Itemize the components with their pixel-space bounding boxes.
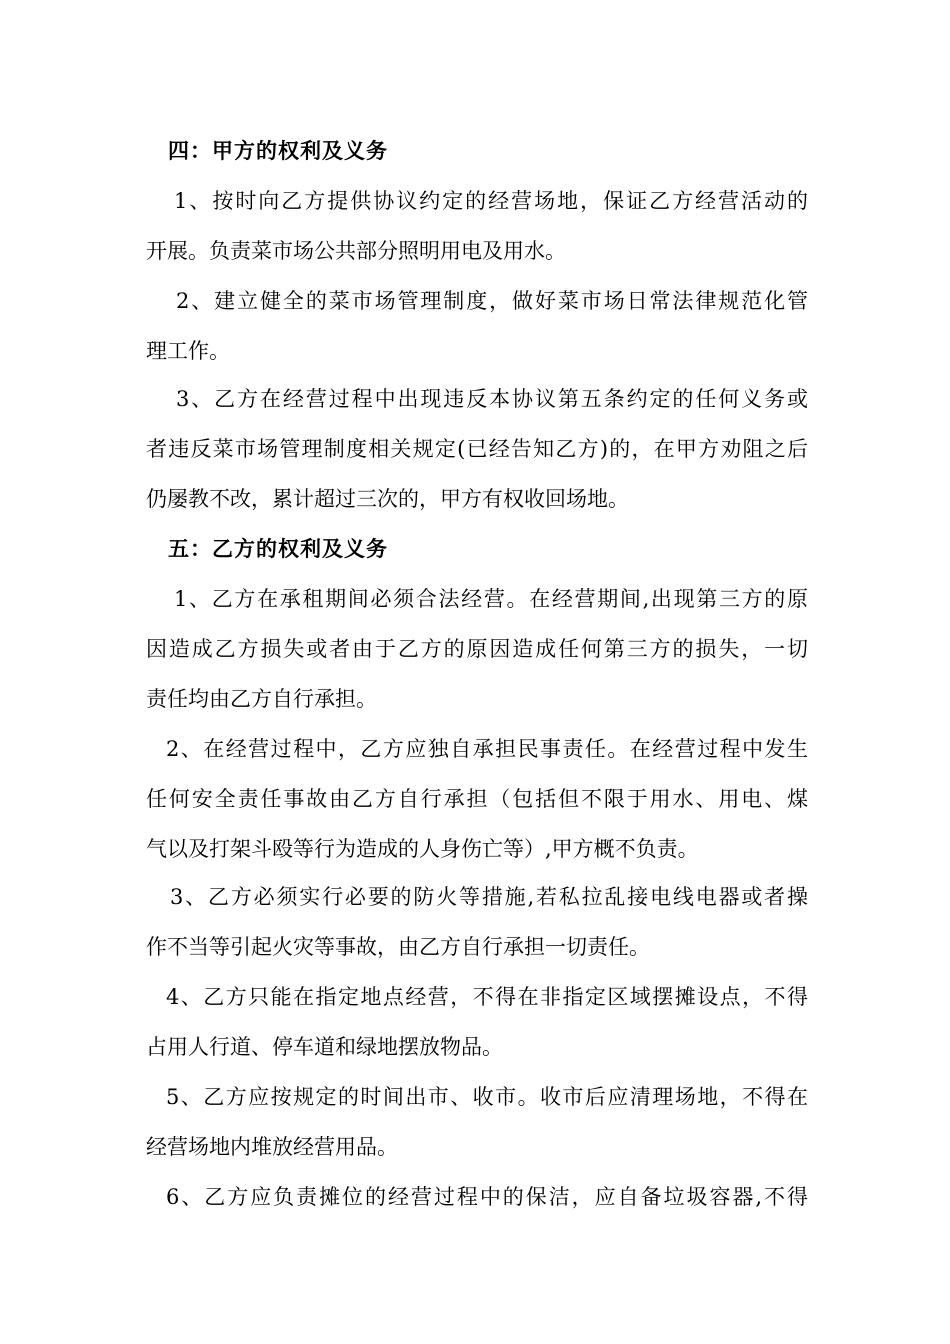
clause-a2-line2: 理工作。 bbox=[146, 339, 230, 363]
clause-a1-line2: 开展。负责菜市场公共部分照明用电及用水。 bbox=[146, 239, 566, 263]
clause-a1-line1: 1、按时向乙方提供协议约定的经营场地，保证乙方经营活动的 bbox=[174, 189, 808, 213]
clause-a3-line2: 者违反菜市场管理制度相关规定(已经告知乙方)的，在甲方劝阻之后 bbox=[146, 437, 808, 461]
clause-b4-line1: 4、乙方只能在指定地点经营，不得在非指定区域摆摊设点，不得 bbox=[166, 985, 808, 1009]
clause-b2-line3: 气以及打架斗殴等行为造成的人身伤亡等）,甲方概不负责。 bbox=[146, 837, 699, 861]
clause-a3-line3: 仍屡教不改，累计超过三次的，甲方有权收回场地。 bbox=[146, 487, 629, 511]
clause-b3-line1: 3、乙方必须实行必要的防火等措施,若私拉乱接电线电器或者操 bbox=[170, 885, 808, 909]
clause-a2-line1: 2、建立健全的菜市场管理制度，做好菜市场日常法律规范化管 bbox=[176, 289, 808, 313]
clause-a3-line1: 3、乙方在经营过程中出现违反本协议第五条约定的任何义务或 bbox=[176, 387, 808, 411]
section-heading-party-b: 五：乙方的权利及义务 bbox=[168, 536, 388, 561]
clause-b1-line2: 因造成乙方损失或者由于乙方的原因造成任何第三方的损失，一切 bbox=[146, 637, 808, 661]
clause-b1-line1: 1、乙方在承租期间必须合法经营。在经营期间,出现第三方的原 bbox=[174, 587, 808, 611]
clause-b3-line2: 作不当等引起火灾等事故，由乙方自行承担一切责任。 bbox=[146, 935, 650, 959]
clause-b6-line1: 6、乙方应负责摊位的经营过程中的保洁，应自备垃圾容器,不得 bbox=[166, 1185, 808, 1209]
clause-b4-line2: 占用人行道、停车道和绿地摆放物品。 bbox=[146, 1035, 503, 1059]
clause-b5-line2: 经营场地内堆放经营用品。 bbox=[146, 1135, 398, 1159]
clause-b2-line1: 2、在经营过程中，乙方应独自承担民事责任。在经营过程中发生 bbox=[166, 737, 808, 761]
section-heading-party-a: 四：甲方的权利及义务 bbox=[168, 138, 388, 163]
clause-b2-line2: 任何安全责任事故由乙方自行承担（包括但不限于用水、用电、煤 bbox=[146, 787, 808, 811]
clause-b1-line3: 责任均由乙方自行承担。 bbox=[146, 687, 377, 711]
clause-b5-line1: 5、乙方应按规定的时间出市、收市。收市后应清理场地，不得在 bbox=[166, 1085, 808, 1109]
